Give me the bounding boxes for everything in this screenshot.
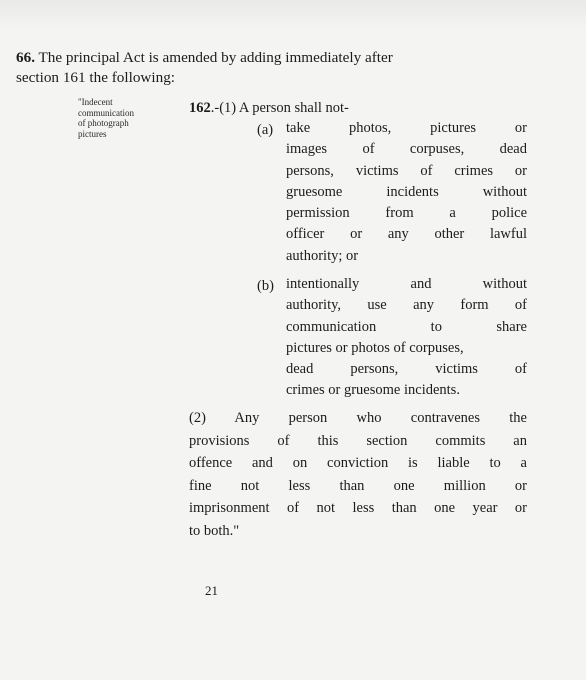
amendment-heading-line-1: The principal Act is amended by adding immediately after bbox=[38, 49, 393, 66]
subsection-2-line: imprisonment of not less than one year or bbox=[189, 500, 527, 517]
item-a-text bbox=[286, 118, 527, 267]
item-a-line: take photos, pictures or bbox=[286, 120, 527, 136]
marginal-note bbox=[78, 97, 190, 139]
page-number: 21 bbox=[205, 583, 218, 598]
item-a-line: permission from a police bbox=[286, 205, 527, 222]
section-intro: .-(1) A person shall not- bbox=[210, 100, 349, 116]
item-b-line: authority, use any form of bbox=[286, 297, 527, 314]
subsection-2-line: provisions of this section commits an bbox=[189, 432, 527, 449]
item-b-line: crimes or gruesome incidents. bbox=[286, 382, 460, 399]
item-a-line: gruesome incidents without bbox=[286, 183, 527, 200]
item-a-line: persons, victims of crimes or bbox=[286, 162, 527, 179]
marginal-note-line: communication bbox=[78, 107, 134, 118]
item-a-line: images of corpuses, dead bbox=[286, 141, 527, 158]
item-b-line: intentionally and without bbox=[286, 276, 527, 292]
marginal-note-line: of photograph bbox=[78, 118, 129, 128]
item-b-line: pictures or photos of corpuses, bbox=[286, 339, 464, 356]
amendment-heading-line-2: section 161 the following: bbox=[16, 69, 176, 86]
amendment-number: 66. bbox=[16, 49, 35, 66]
section-heading bbox=[189, 98, 349, 118]
item-a-line: authority; or bbox=[286, 247, 359, 264]
item-a-line: officer or any other lawful bbox=[286, 226, 527, 243]
subsection-2-line: (2) Any person who contravenes the bbox=[189, 410, 527, 426]
marginal-note-line: pictures bbox=[78, 128, 107, 139]
item-b-line: dead persons, victims of bbox=[286, 361, 527, 378]
marginal-note-line: "Indecent bbox=[78, 97, 113, 107]
subsection-2 bbox=[189, 407, 527, 543]
item-b-label: (b) bbox=[257, 278, 274, 294]
amendment-heading bbox=[16, 48, 536, 88]
subsection-2-line: fine not less than one million or bbox=[189, 477, 527, 494]
item-b-line: communication to share bbox=[286, 318, 527, 335]
item-a-label: (a) bbox=[257, 122, 274, 138]
subsection-2-line: offence and on conviction is liable to a bbox=[189, 455, 527, 472]
section-number: 162 bbox=[189, 100, 211, 116]
item-b-text bbox=[286, 274, 527, 402]
subsection-2-line: to both." bbox=[189, 522, 240, 539]
